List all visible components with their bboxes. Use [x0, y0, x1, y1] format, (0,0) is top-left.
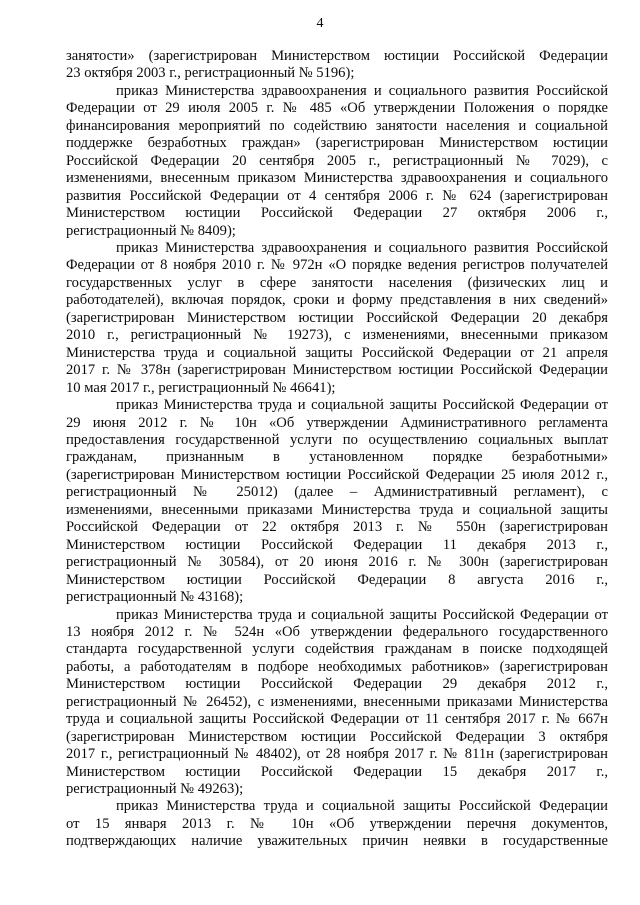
text-line: приказ Министерства труда и социальной защиты Российской Федерации: [116, 798, 608, 815]
text-line: приказ Министерства здравоохранения и социального развития Российской: [116, 239, 608, 256]
text-line: 23 октября 2003 г., регистрационный № 5196);: [66, 65, 355, 82]
paragraph: [66, 83, 608, 240]
text-line: Министерством юстиции Российской Федерации 15 декабря 2017 г.,: [66, 763, 608, 780]
text-line: гражданам, признанным в установленном порядке безработными»: [66, 449, 608, 466]
text-line: поддержке безработных граждан» (зарегистрирован Министерством юстиции: [66, 135, 608, 152]
text-line: труда и социальной защиты Российской Федерации от 11 сентября 2017 г. № 667н: [66, 711, 608, 728]
text-line: стандарта государственной услуги содействия гражданам в поиске подходящей: [66, 641, 608, 658]
text-line: занятости» (зарегистрирован Министерством юстиции Российской Федерации: [66, 48, 608, 64]
page-number: 4: [316, 16, 324, 31]
text-line: работы, а работодателям в подборе необходимых работников» (зарегистрирован: [66, 658, 608, 675]
text-line: работодателей), включая порядок, сроки и форму представления в них сведений»: [66, 292, 608, 309]
text-line: финансирования мероприятий по содействию занятости населения и социальной: [66, 117, 608, 134]
text-line: предоставления государственной услуги по осуществлению социальных выплат: [66, 431, 608, 448]
text-line: Министерства труда и социальной защиты Российской Федерации от 21 апреля: [66, 344, 608, 361]
text-line: развития Российской Федерации от 4 сентября 2006 г. № 624 (зарегистрирован: [66, 187, 608, 204]
paragraph: [66, 240, 608, 397]
text-line: регистрационный № 30584), от 20 июня 2016 г. № 300н (зарегистрирован: [66, 554, 608, 571]
text-line: Российской Федерации 20 сентября 2005 г., регистрационный № 7029), с: [66, 152, 608, 169]
text-line: Министерством юстиции Российской Федерации 11 декабря 2013 г.,: [66, 536, 608, 553]
text-line: приказ Министерства труда и социальной защиты Российской Федерации от: [116, 397, 608, 414]
text-line: государственных услуг в сфере занятости населения (физических лиц и: [66, 274, 608, 291]
text-line: Министерством юстиции Российской Федерации 29 декабря 2012 г.,: [66, 676, 608, 693]
text-line: (зарегистрирован Министерством юстиции Российской Федерации 25 июля 2012 г.,: [66, 466, 608, 483]
text-line: регистрационный № 26452), с изменениями, внесенными приказами Министерства: [66, 693, 608, 710]
text-line: 13 ноября 2012 г. № 524н «Об утверждении федерального государственного: [66, 623, 608, 640]
text-line: изменениями, внесенными приказами Министерства труда и социальной защиты: [66, 501, 608, 518]
text-line: регистрационный № 43168);: [66, 589, 244, 606]
text-line: приказ Министерства здравоохранения и социального развития Российской: [116, 82, 608, 99]
text-line: изменениями, внесенным приказом Министерства здравоохранения и социального: [66, 170, 608, 187]
text-line: 2010 г., регистрационный № 19273), с изменениями, внесенными приказом: [66, 327, 608, 344]
text-line: от 15 января 2013 г. № 10н «Об утверждении перечня документов,: [66, 815, 608, 832]
text-line: 29 июня 2012 г. № 10н «Об утверждении Административного регламента: [66, 414, 608, 431]
text-line: регистрационный № 25012) (далее – Административный регламент), с: [66, 484, 608, 501]
paragraph: [66, 607, 608, 799]
paragraph: [66, 397, 608, 606]
text-line: Федерации от 29 июля 2005 г. № 485 «Об утверждении Положения о порядке: [66, 100, 608, 117]
text-line: 2017 г. № 378н (зарегистрирован Министерством юстиции Российской Федерации: [66, 362, 608, 379]
text-line: регистрационный № 49263);: [66, 781, 244, 798]
text-line: 10 мая 2017 г., регистрационный № 46641);: [66, 379, 336, 396]
paragraph: [66, 48, 608, 83]
text-line: Российской Федерации от 22 октября 2013 г. № 550н (зарегистрирован: [66, 519, 608, 536]
paragraph: [66, 798, 608, 850]
text-line: подтверждающих наличие уважительных причин неявки в государственные: [66, 833, 608, 850]
text-line: Министерством юстиции Российской Федерации 27 октября 2006 г.,: [66, 205, 608, 222]
text-line: (зарегистрирован Министерством юстиции Российской Федерации 3 октября: [66, 728, 608, 745]
text-line: регистрационный № 8409);: [66, 222, 236, 239]
text-line: Министерством юстиции Российской Федерации 8 августа 2016 г.,: [66, 571, 608, 588]
text-line: приказ Министерства труда и социальной защиты Российской Федерации от: [116, 606, 608, 623]
text-line: (зарегистрирован Министерством юстиции Российской Федерации 20 декабря: [66, 309, 608, 326]
text-line: Федерации от 8 ноября 2010 г. № 972н «О порядке ведения регистров получателей: [66, 257, 608, 274]
document-body: [66, 48, 608, 851]
text-line: 2017 г., регистрационный № 48402), от 28 ноября 2017 г. № 811н (зарегистрирован: [66, 746, 608, 763]
